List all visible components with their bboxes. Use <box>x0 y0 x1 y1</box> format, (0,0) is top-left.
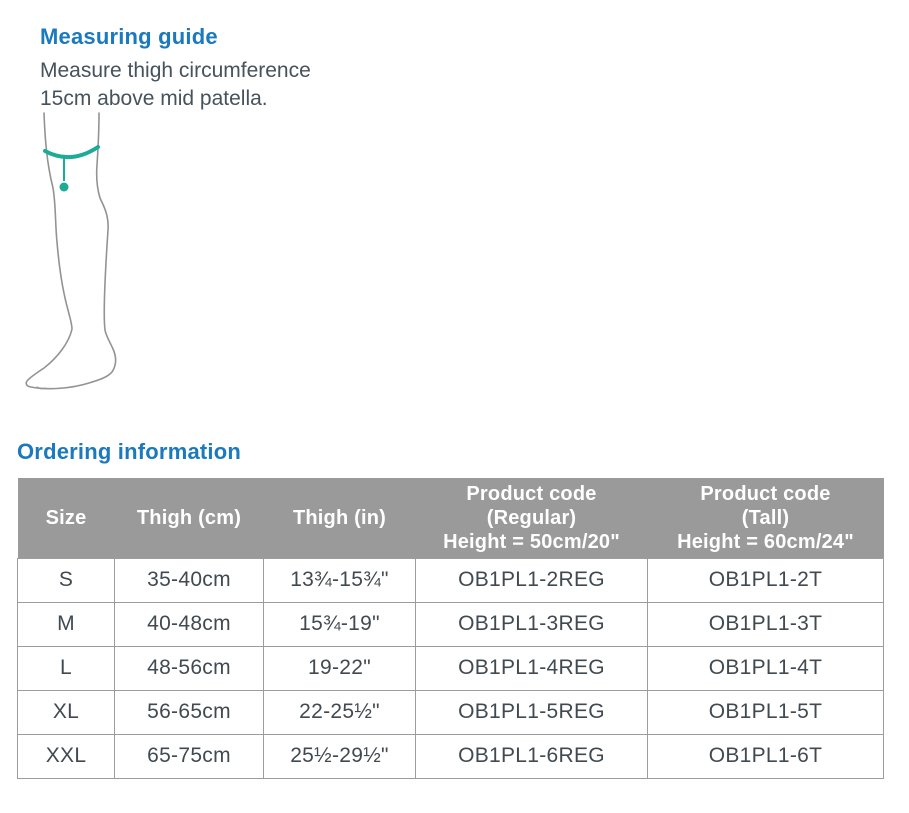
code-tall-cell: OB1PL1-2T <box>648 558 884 602</box>
thigh-in-cell: 22-25½" <box>264 690 416 734</box>
thigh-cm-cell: 56-65cm <box>115 690 264 734</box>
patella-dot <box>60 183 69 192</box>
col-header-size: Size <box>18 478 115 558</box>
ordering-information-title: Ordering information <box>17 439 241 464</box>
code-regular-cell: OB1PL1-4REG <box>416 646 648 690</box>
thigh-in-cell: 25½-29½" <box>264 734 416 778</box>
leg-outline <box>26 113 115 389</box>
table-row <box>18 690 884 734</box>
thigh-cm-cell: 35-40cm <box>115 558 264 602</box>
size-cell: XL <box>18 690 115 734</box>
code-regular-cell: OB1PL1-6REG <box>416 734 648 778</box>
description-line-2: 15cm above mid patella. <box>40 87 268 110</box>
table-row <box>18 646 884 690</box>
header-line: Product code <box>466 482 597 505</box>
col-header-product-regular <box>416 478 648 558</box>
code-regular-cell: OB1PL1-2REG <box>416 558 648 602</box>
leg-measurement-illustration <box>24 110 124 400</box>
size-cell: S <box>18 558 115 602</box>
code-tall-cell: OB1PL1-6T <box>648 734 884 778</box>
table-row <box>18 734 884 778</box>
thigh-in-cell: 19-22" <box>264 646 416 690</box>
code-tall-cell: OB1PL1-5T <box>648 690 884 734</box>
code-tall-cell: OB1PL1-3T <box>648 602 884 646</box>
col-header-product-tall <box>648 478 884 558</box>
thigh-in-cell: 15¾-19" <box>264 602 416 646</box>
header-line: Height = 60cm/24" <box>677 530 854 553</box>
col-header-thigh-in: Thigh (in) <box>264 478 416 558</box>
code-tall-cell: OB1PL1-4T <box>648 646 884 690</box>
table-row <box>18 558 884 602</box>
measuring-guide-title: Measuring guide <box>40 24 218 49</box>
ordering-table <box>17 478 884 779</box>
size-cell: M <box>18 602 115 646</box>
code-regular-cell: OB1PL1-3REG <box>416 602 648 646</box>
header-line: Product code <box>700 482 831 505</box>
thigh-cm-cell: 48-56cm <box>115 646 264 690</box>
code-regular-cell: OB1PL1-5REG <box>416 690 648 734</box>
description-line-1: Measure thigh circumference <box>40 59 311 82</box>
header-line: (Regular) <box>486 506 577 529</box>
col-header-thigh-cm: Thigh (cm) <box>115 478 264 558</box>
tape-band-icon <box>45 147 98 157</box>
size-cell: XXL <box>18 734 115 778</box>
size-cell: L <box>18 646 115 690</box>
thigh-cm-cell: 65-75cm <box>115 734 264 778</box>
measuring-guide-section <box>40 24 311 113</box>
header-line: Height = 50cm/20" <box>443 530 620 553</box>
thigh-in-cell: 13¾-15¾" <box>264 558 416 602</box>
table-header-row <box>18 478 884 558</box>
thigh-cm-cell: 40-48cm <box>115 602 264 646</box>
table-row <box>18 602 884 646</box>
header-line: (Tall) <box>741 506 790 529</box>
measuring-guide-description <box>40 57 311 113</box>
